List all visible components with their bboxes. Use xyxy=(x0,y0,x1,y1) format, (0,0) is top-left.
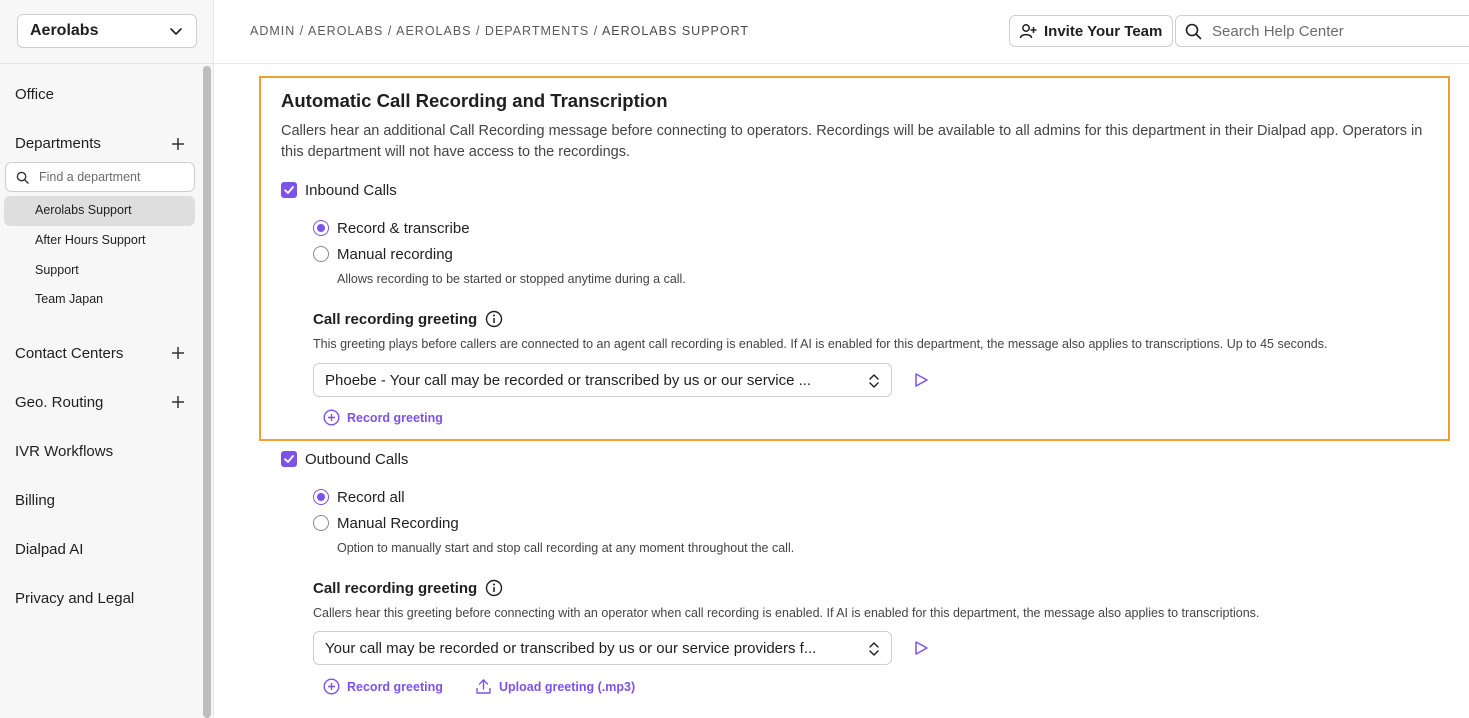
sidebar-item-office[interactable]: Office xyxy=(15,86,54,103)
outbound-greeting-title-text: Call recording greeting xyxy=(313,579,478,597)
play-icon[interactable] xyxy=(913,640,929,656)
invite-team-label: Invite Your Team xyxy=(1044,22,1163,40)
inbound-record-transcribe-radio[interactable] xyxy=(313,220,329,236)
outbound-greeting-select[interactable] xyxy=(313,631,892,665)
section-title: Automatic Call Recording and Transcription xyxy=(281,90,668,111)
outbound-calls-checkbox[interactable] xyxy=(281,451,297,467)
org-select[interactable] xyxy=(17,14,197,48)
search-icon xyxy=(16,171,29,184)
check-icon xyxy=(283,453,295,465)
invite-team-button[interactable] xyxy=(1009,15,1173,47)
help-center-search[interactable] xyxy=(1175,15,1469,47)
header-divider xyxy=(215,63,1469,64)
org-name: Aerolabs xyxy=(30,22,99,39)
info-icon[interactable] xyxy=(485,579,503,597)
sidebar-item-privacy-legal[interactable]: Privacy and Legal xyxy=(15,590,135,607)
department-search-input[interactable] xyxy=(39,170,179,184)
inbound-manual-hint: Allows recording to be started or stopped anytime during a call. xyxy=(337,272,686,286)
inbound-manual-recording-radio[interactable] xyxy=(313,246,329,262)
upload-greeting-label: Upload greeting (.mp3) xyxy=(499,679,636,694)
play-icon[interactable] xyxy=(913,372,929,388)
add-circle-icon xyxy=(323,678,340,695)
breadcrumb-path[interactable]: ADMIN / AEROLABS / AEROLABS / DEPARTMENTS / xyxy=(250,24,602,38)
sidebar-item-contact-centers[interactable]: Contact Centers xyxy=(15,345,124,362)
department-item-support[interactable]: Support xyxy=(35,263,79,277)
department-item-team-japan[interactable]: Team Japan xyxy=(35,292,104,306)
add-geo-routing-plus-icon[interactable] xyxy=(170,394,186,410)
outbound-manual-recording-label: Manual Recording xyxy=(337,515,459,532)
chevron-down-icon xyxy=(168,23,184,39)
department-item-after-hours-support[interactable]: After Hours Support xyxy=(35,233,146,247)
sidebar-item-ivr-workflows[interactable]: IVR Workflows xyxy=(15,443,114,460)
sidebar-scrollbar[interactable] xyxy=(203,66,211,718)
add-contact-center-plus-icon[interactable] xyxy=(170,345,186,361)
outbound-record-greeting-link[interactable] xyxy=(323,678,443,695)
outbound-manual-recording-radio[interactable] xyxy=(313,515,329,531)
outbound-greeting-title xyxy=(313,579,503,597)
upload-icon xyxy=(475,678,492,695)
inbound-greeting-value: Phoebe - Your call may be recorded or transcribed by us or our service ... xyxy=(325,371,812,389)
sidebar-divider xyxy=(0,63,214,64)
inbound-manual-recording-label: Manual recording xyxy=(337,246,453,263)
info-icon[interactable] xyxy=(485,310,503,328)
breadcrumb-current: AEROLABS SUPPORT xyxy=(601,24,750,38)
sort-updown-icon xyxy=(868,641,880,657)
sidebar-item-departments[interactable]: Departments xyxy=(15,135,101,152)
outbound-record-all-label: Record all xyxy=(337,489,405,506)
check-icon xyxy=(283,184,295,196)
outbound-record-all-radio[interactable] xyxy=(313,489,329,505)
inbound-record-transcribe-label: Record & transcribe xyxy=(337,220,470,237)
search-icon xyxy=(1185,23,1202,40)
inbound-record-greeting-label: Record greeting xyxy=(347,410,443,425)
inbound-calls-label: Inbound Calls xyxy=(305,182,397,199)
help-search-input[interactable] xyxy=(1212,23,1462,40)
inbound-calls-checkbox[interactable] xyxy=(281,182,297,198)
add-department-plus-icon[interactable] xyxy=(170,136,186,152)
outbound-calls-label: Outbound Calls xyxy=(305,451,409,468)
inbound-greeting-title-text: Call recording greeting xyxy=(313,310,478,328)
sidebar xyxy=(0,0,214,718)
upload-greeting-link[interactable] xyxy=(475,678,635,695)
department-item-aerolabs-support[interactable]: Aerolabs Support xyxy=(35,203,132,217)
outbound-greeting-value: Your call may be recorded or transcribed by us or our service providers f... xyxy=(325,639,817,657)
breadcrumb xyxy=(250,24,749,38)
add-user-icon xyxy=(1019,22,1037,40)
inbound-record-greeting-link[interactable] xyxy=(323,409,443,426)
department-search[interactable] xyxy=(5,162,195,192)
inbound-greeting-select[interactable] xyxy=(313,363,892,397)
sidebar-item-billing[interactable]: Billing xyxy=(15,492,56,509)
outbound-manual-hint: Option to manually start and stop call recording at any moment throughout the call. xyxy=(337,541,795,555)
sort-updown-icon xyxy=(868,373,880,389)
inbound-greeting-help: This greeting plays before callers are connected to an agent call recording is enabled. If AI is enabled for this department, the message also applies to transcriptions. Up to 45 seconds. xyxy=(313,337,1328,351)
inbound-greeting-title xyxy=(313,310,503,328)
outbound-greeting-help: Callers hear this greeting before connecting with an operator when call recording is enabled. If AI is enabled for this department, the message also applies to transcriptions. xyxy=(313,606,1260,620)
outbound-record-greeting-label: Record greeting xyxy=(347,679,443,694)
sidebar-item-dialpad-ai[interactable]: Dialpad AI xyxy=(15,541,84,558)
section-description: Callers hear an additional Call Recording message before connecting to operators. Recordings will be available to all admins for this department in their Dialpad app. Operators in this department will not have access to the recordings. xyxy=(281,123,1423,160)
add-circle-icon xyxy=(323,409,340,426)
sidebar-item-geo-routing[interactable]: Geo. Routing xyxy=(15,394,104,411)
